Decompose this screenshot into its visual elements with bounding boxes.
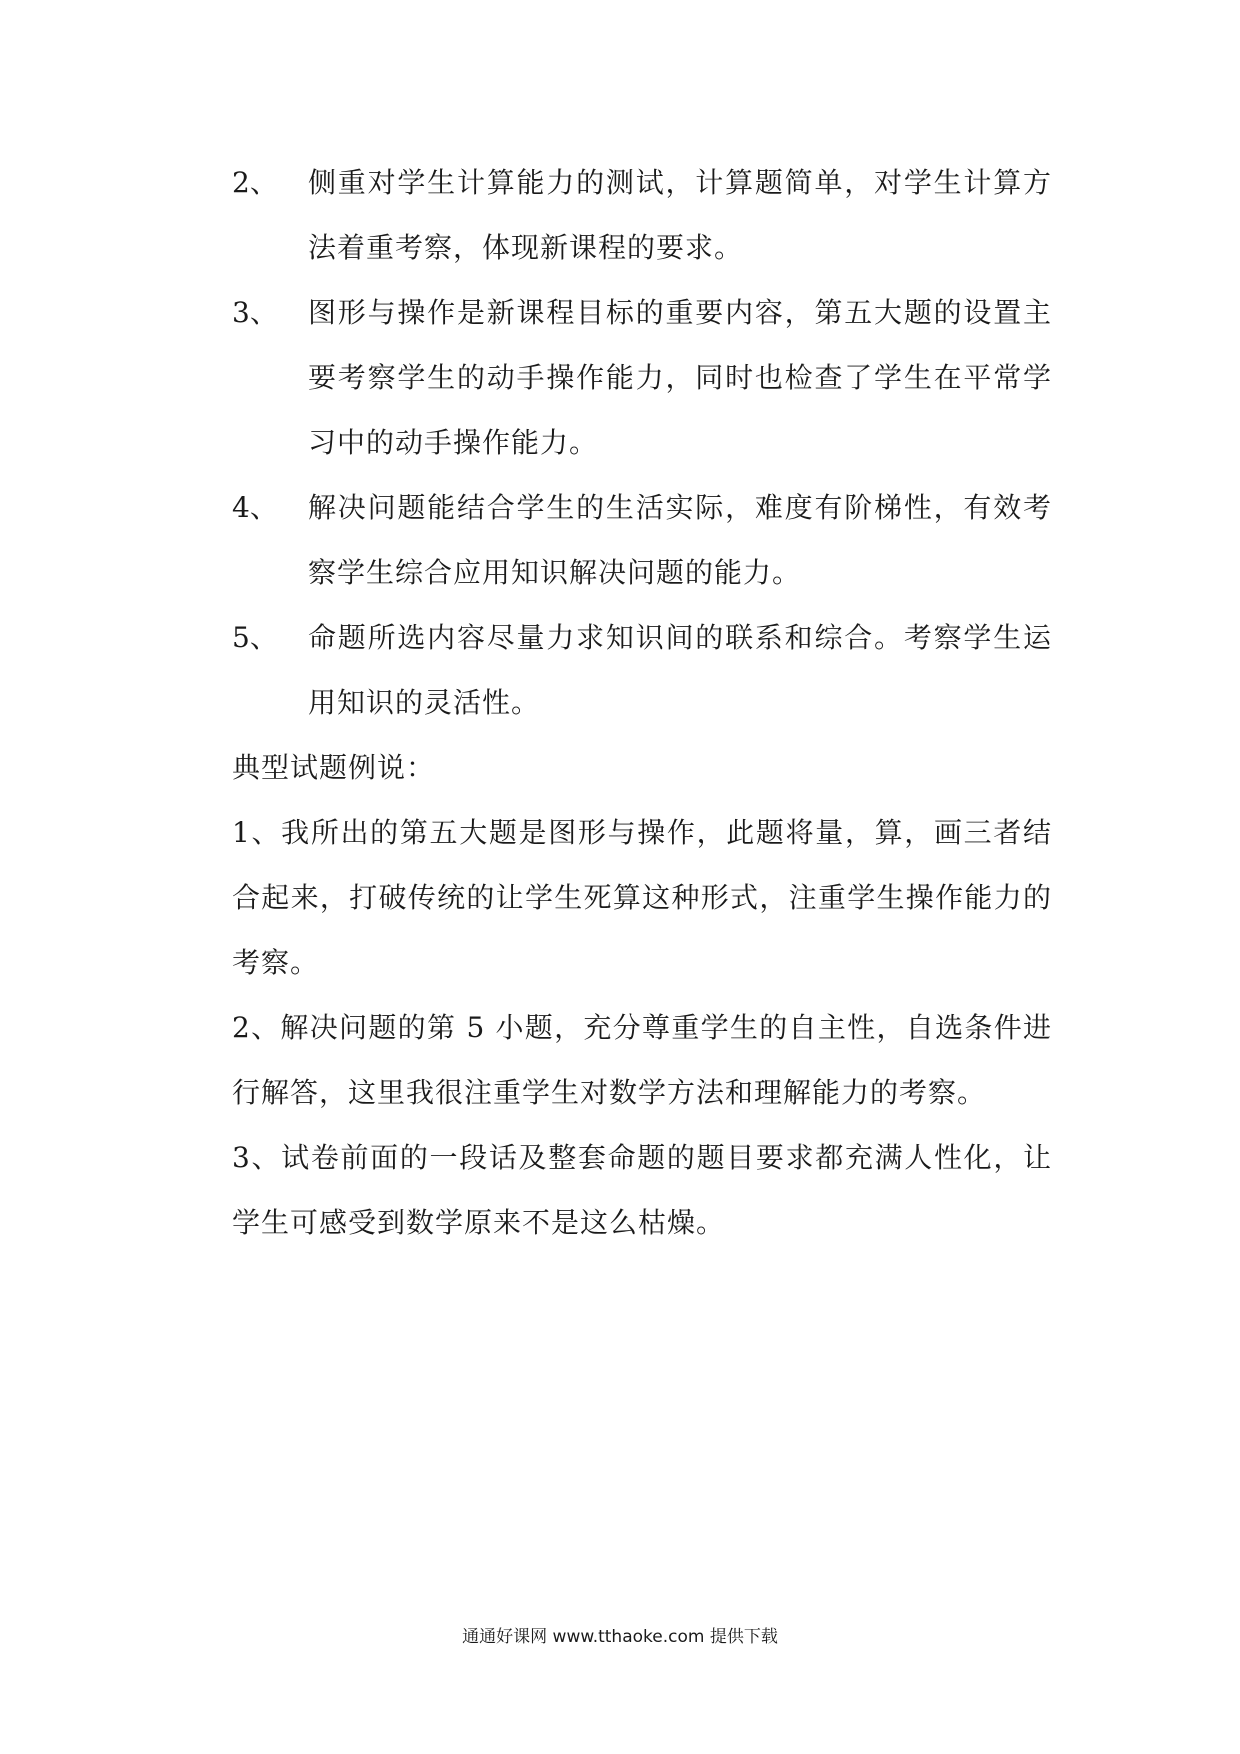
example-paragraph: 3、试卷前面的一段话及整套命题的题目要求都充满人性化，让学生可感受到数学原来不是这么枯燥。 <box>232 1141 1052 1239</box>
list-item-text: 解决问题能结合学生的生活实际，难度有阶梯性，有效考察学生综合应用知识解决问题的能力。 <box>308 491 1052 589</box>
examples-section <box>232 800 1052 1255</box>
list-item-text: 命题所选内容尽量力求知识间的联系和综合。考察学生运用知识的灵活性。 <box>308 621 1052 719</box>
list-item <box>232 605 1052 735</box>
list-item-number: 5、 <box>232 621 278 654</box>
list-item-number: 2、 <box>232 166 278 199</box>
list-item <box>232 150 1052 280</box>
section-heading: 典型试题例说： <box>232 751 436 784</box>
list-item-number: 3、 <box>232 296 278 329</box>
page-footer: 通通好课网 www.tthaoke.com 提供下载 <box>462 1627 778 1647</box>
list-item-number: 4、 <box>232 491 278 524</box>
list-item <box>232 280 1052 475</box>
list-item-text: 侧重对学生计算能力的测试，计算题简单，对学生计算方法着重考察，体现新课程的要求。 <box>308 166 1052 264</box>
example-paragraph: 2、解决问题的第 5 小题，充分尊重学生的自主性，自选条件进行解答，这里我很注重学生对数学方法和理解能力的考察。 <box>232 1011 1052 1109</box>
list-item <box>232 475 1052 605</box>
numbered-list <box>232 150 1052 735</box>
example-paragraph: 1、我所出的第五大题是图形与操作，此题将量，算，画三者结合起来，打破传统的让学生死算这种形式，注重学生操作能力的考察。 <box>232 816 1052 979</box>
list-item-text: 图形与操作是新课程目标的重要内容，第五大题的设置主要考察学生的动手操作能力，同时也检查了学生在平常学习中的动手操作能力。 <box>308 296 1052 459</box>
